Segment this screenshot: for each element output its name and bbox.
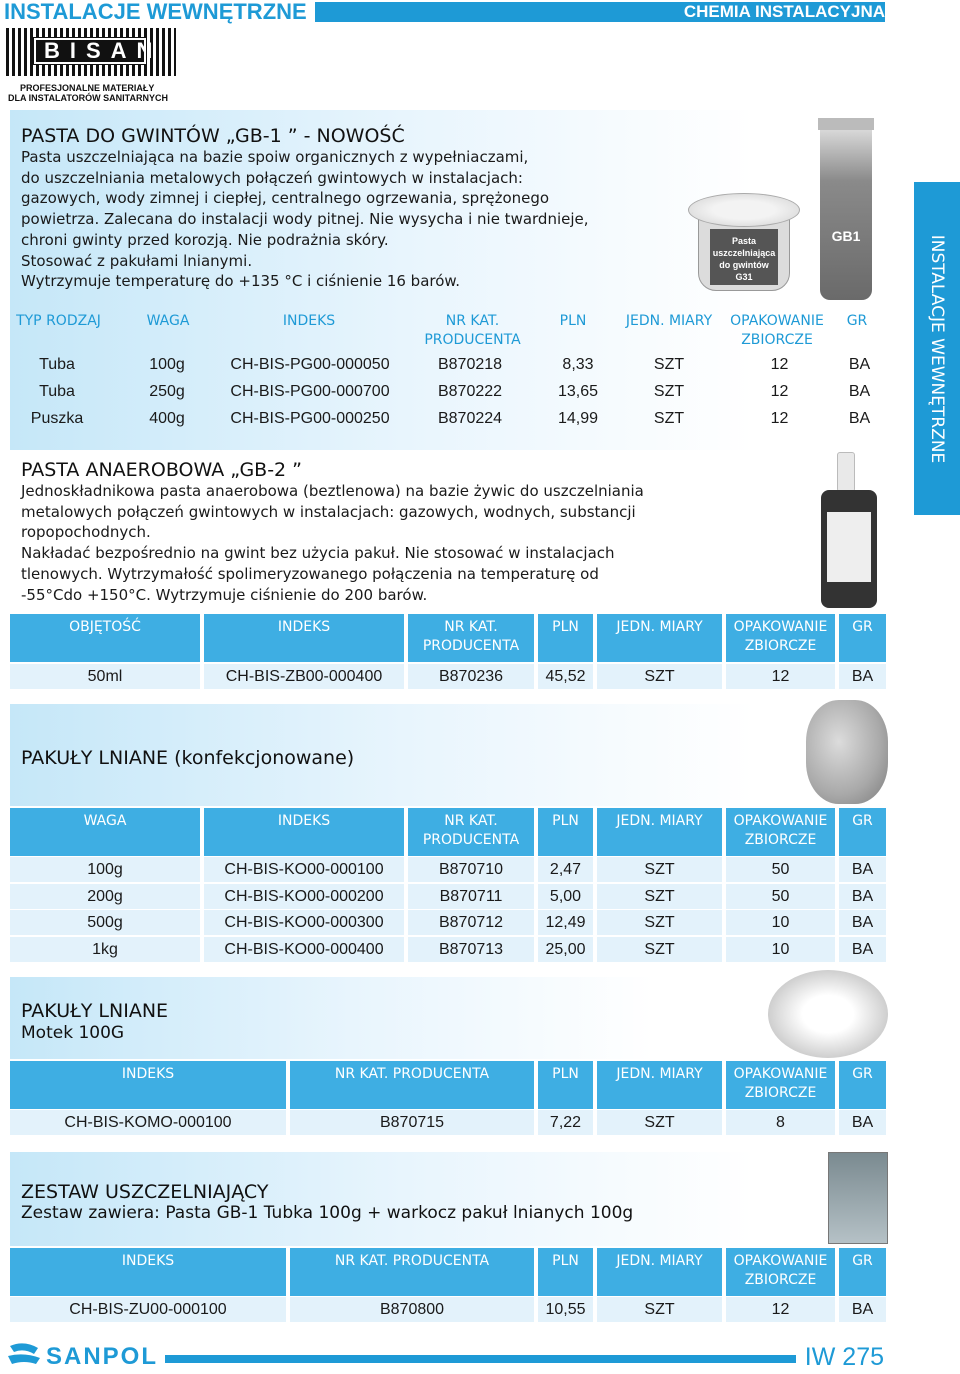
- cell-unit: SZT: [597, 1110, 722, 1135]
- cell-volume: 50ml: [10, 664, 200, 689]
- description-line: ropopochodnych.: [21, 523, 151, 542]
- cell-catalog: B870712: [408, 910, 534, 935]
- footer-line: [165, 1355, 796, 1363]
- cell-price: 14,99: [557, 410, 599, 427]
- description-line: Pasta uszczelniająca na bazie spoiw organicznych z wypełniaczami,: [21, 148, 529, 166]
- cell-package: 10: [726, 910, 835, 935]
- cell-type: Tuba: [39, 356, 75, 373]
- bucket-lid: [688, 193, 800, 227]
- col-header: OPAKOWANIE ZBIORCZE: [730, 313, 824, 348]
- header-left-title: INSTALACJE WEWNĘTRZNE: [0, 0, 315, 24]
- section-kit-subtitle: Zestaw zawiera: Pasta GB-1 Tubka 100g + warkocz pakuł lnianych 100g: [21, 1203, 634, 1223]
- cell-price: 13,65: [557, 383, 599, 400]
- cell-index: CH-BIS-ZB00-000400: [204, 664, 404, 689]
- cell-price: 45,52: [538, 664, 593, 689]
- cell-group: BA: [848, 383, 871, 400]
- cell-package: 12: [770, 383, 789, 400]
- cell-weight: 200g: [10, 884, 200, 909]
- header-right-title: CHEMIA INSTALACYJNA: [683, 2, 885, 21]
- cell-weight: 400g: [149, 410, 185, 427]
- cell-catalog: B870224: [437, 410, 503, 427]
- cell-package: 12: [770, 410, 789, 427]
- col-header: OPAKOWANIE ZBIORCZE: [726, 1061, 835, 1109]
- cell-price: 7,22: [538, 1110, 593, 1135]
- cell-price: 5,00: [538, 884, 593, 909]
- flax-pack-image: [806, 700, 888, 804]
- cell-weight: 1kg: [10, 937, 200, 962]
- cell-weight: 500g: [10, 910, 200, 935]
- description-line: metalowych połączeń gwintowych w instalacjach: gazowych, wodnych, substancji: [21, 502, 636, 521]
- col-header: NR KAT. PRODUCENTA: [290, 1248, 534, 1296]
- cell-catalog: B870236: [408, 664, 534, 689]
- col-header: JEDN. MIARY: [625, 313, 713, 329]
- cell-catalog: B870222: [437, 383, 503, 400]
- description-line: tlenowych. Wytrzymałość spolimeryzowanego połączenia na temperaturę od: [21, 564, 599, 583]
- col-header: PLN: [538, 614, 593, 662]
- cell-unit: SZT: [597, 884, 722, 909]
- cell-package: 12: [726, 1297, 835, 1322]
- cell-price: 25,00: [538, 937, 593, 962]
- side-tab-label: INSTALACJE WEWNĘTRZNE: [927, 234, 947, 463]
- section-kit-title: ZESTAW USZCZELNIAJĄCY: [21, 1181, 269, 1203]
- cell-price: 2,47: [538, 857, 593, 882]
- gb1-tube-image: [816, 118, 876, 302]
- logo-wordmark: BISAN: [34, 38, 146, 64]
- cell-weight: 100g: [149, 356, 185, 373]
- cell-index: CH-BIS-KOMO-000100: [10, 1110, 286, 1135]
- section-gb1-description: [21, 147, 655, 292]
- section-gb2-title: PASTA ANAEROBOWA „GB-2 ”: [21, 459, 303, 481]
- section-skein-subtitle: Motek 100G: [21, 1023, 125, 1043]
- cell-index: CH-BIS-KO00-000100: [204, 857, 404, 882]
- cell-weight: 250g: [149, 383, 185, 400]
- section-flax-title: PAKUŁY LNIANE (konfekcjonowane): [21, 747, 355, 769]
- col-header: WAGA: [10, 808, 200, 856]
- flax-skein-image: [768, 970, 888, 1058]
- cell-unit: SZT: [597, 910, 722, 935]
- cell-weight: 100g: [10, 857, 200, 882]
- description-line: chroni gwinty przed korozją. Nie podrażnia skóry.: [21, 230, 389, 249]
- cell-group: BA: [848, 356, 871, 373]
- side-section-tab: [914, 182, 960, 515]
- cell-group: BA: [839, 884, 886, 909]
- col-header: PLN: [559, 313, 587, 329]
- col-header: GR: [839, 614, 886, 662]
- description-line: Wytrzymuje temperaturę do +135 °C i ciśnienie 16 barów.: [21, 272, 461, 291]
- tube-label: GB1: [831, 228, 861, 244]
- cell-catalog: B870218: [437, 356, 503, 373]
- cell-group: BA: [839, 1110, 886, 1135]
- cell-type: Tuba: [39, 383, 75, 400]
- col-header: OPAKOWANIE ZBIORCZE: [726, 808, 835, 856]
- section-gb2-description: [21, 481, 733, 605]
- cell-catalog: B870713: [408, 937, 534, 962]
- cell-catalog: B870800: [290, 1297, 534, 1322]
- cell-package: 50: [726, 857, 835, 882]
- cell-unit: SZT: [597, 1297, 722, 1322]
- col-header: INDEKS: [282, 313, 336, 329]
- col-header: OPAKOWANIE ZBIORCZE: [726, 614, 835, 662]
- cell-price: 8,33: [562, 356, 594, 373]
- cell-catalog: B870715: [290, 1110, 534, 1135]
- cell-group: BA: [848, 410, 871, 427]
- cell-group: BA: [839, 664, 886, 689]
- cell-unit: SZT: [653, 383, 685, 400]
- cell-unit: SZT: [597, 664, 722, 689]
- cell-unit: SZT: [653, 410, 685, 427]
- col-header: NR KAT. PRODUCENTA: [290, 1061, 534, 1109]
- col-header: OPAKOWANIE ZBIORCZE: [726, 1248, 835, 1296]
- cell-index: CH-BIS-PG00-000050: [230, 356, 390, 373]
- gb2-bottle-image: [815, 452, 883, 608]
- col-header: JEDN. MIARY: [597, 808, 722, 856]
- cell-index: CH-BIS-ZU00-000100: [10, 1297, 286, 1322]
- col-header: GR: [846, 313, 868, 329]
- cell-index: CH-BIS-KO00-000300: [204, 910, 404, 935]
- cell-type: Puszka: [30, 410, 84, 427]
- bucket-label: Pasta uszczelniająca do gwintów G31: [710, 229, 778, 285]
- bottle-neck: [837, 452, 855, 492]
- cell-index: CH-BIS-PG00-000250: [230, 410, 390, 427]
- logo-tagline-2: DLA INSTALATORÓW SANITARNYCH: [8, 93, 168, 103]
- description-line: powietrza. Zalecana do instalacji wody pitnej. Nie wysycha i nie twardnieje,: [21, 210, 589, 229]
- sanpol-wordmark: SANPOL: [46, 1343, 159, 1370]
- description-line: Stosować z pakułami lnianymi.: [21, 251, 253, 270]
- col-header: JEDN. MIARY: [597, 1061, 722, 1109]
- col-header: NR KAT. PRODUCENTA: [408, 808, 534, 856]
- col-header: PLN: [538, 808, 593, 856]
- cell-unit: SZT: [653, 356, 685, 373]
- description-line: -55°Cdo +150°C. Wytrzymuje ciśnienie do 200 barów.: [21, 585, 428, 604]
- cell-package: 8: [726, 1110, 835, 1135]
- col-header: INDEKS: [204, 614, 404, 662]
- cell-index: CH-BIS-KO00-000400: [204, 937, 404, 962]
- sealing-kit-image: [828, 1152, 888, 1244]
- col-header: GR: [839, 1061, 886, 1109]
- col-header: TYP RODZAJ: [16, 313, 101, 329]
- col-header: INDEKS: [10, 1061, 286, 1109]
- col-header: JEDN. MIARY: [597, 614, 722, 662]
- col-header: JEDN. MIARY: [597, 1248, 722, 1296]
- cell-unit: SZT: [597, 857, 722, 882]
- cell-package: 10: [726, 937, 835, 962]
- cell-index: CH-BIS-KO00-000200: [204, 884, 404, 909]
- col-header: PLN: [538, 1061, 593, 1109]
- sanpol-logo: [6, 1338, 159, 1372]
- cell-group: BA: [839, 857, 886, 882]
- cell-index: CH-BIS-PG00-000700: [230, 383, 390, 400]
- section-gb1-title: PASTA DO GWINTÓW „GB-1 ” - NOWOŚĆ: [21, 125, 405, 147]
- tube-cap: [818, 118, 874, 130]
- cell-package: 12: [726, 664, 835, 689]
- col-header: NR KAT. PRODUCENTA: [424, 313, 521, 348]
- description-line: gazowych, wody zimnej i ciepłej, centralnego ogrzewania, sprężonego: [21, 189, 550, 208]
- col-header: GR: [839, 808, 886, 856]
- col-header: GR: [839, 1248, 886, 1296]
- col-header: INDEKS: [10, 1248, 286, 1296]
- cell-catalog: B870711: [408, 884, 534, 909]
- cell-group: BA: [839, 910, 886, 935]
- cell-package: 12: [770, 356, 789, 373]
- description-line: do uszczelniania metalowych połączeń gwintowych w instalacjach:: [21, 168, 523, 187]
- cell-price: 12,49: [538, 910, 593, 935]
- col-header: NR KAT. PRODUCENTA: [408, 614, 534, 662]
- section-skein-title: PAKUŁY LNIANE: [21, 1000, 169, 1022]
- description-line: Nakładać bezpośrednio na gwint bez użycia pakuł. Nie stosować w instalacjach: [21, 544, 615, 563]
- bottle-label: [827, 512, 871, 582]
- cell-catalog: B870710: [408, 857, 534, 882]
- bisan-logo: [6, 28, 178, 104]
- sanpol-mark-icon: [6, 1342, 42, 1370]
- gb1-bucket-image: [688, 193, 800, 293]
- tube-body: [820, 130, 872, 300]
- cell-package: 50: [726, 884, 835, 909]
- col-header: INDEKS: [204, 808, 404, 856]
- cell-group: BA: [839, 937, 886, 962]
- cell-group: BA: [839, 1297, 886, 1322]
- col-header: OBJĘTOŚĆ: [10, 614, 200, 662]
- cell-unit: SZT: [597, 937, 722, 962]
- page-number: IW 275: [804, 1343, 884, 1371]
- col-header: PLN: [538, 1248, 593, 1296]
- description-line: Jednoskładnikowa pasta anaerobowa (beztlenowa) na bazie żywic do uszczelniania: [21, 482, 644, 500]
- cell-price: 10,55: [538, 1297, 593, 1322]
- col-header: WAGA: [146, 313, 190, 329]
- logo-tagline-1: PROFESJONALNE MATERIAŁY: [20, 83, 155, 93]
